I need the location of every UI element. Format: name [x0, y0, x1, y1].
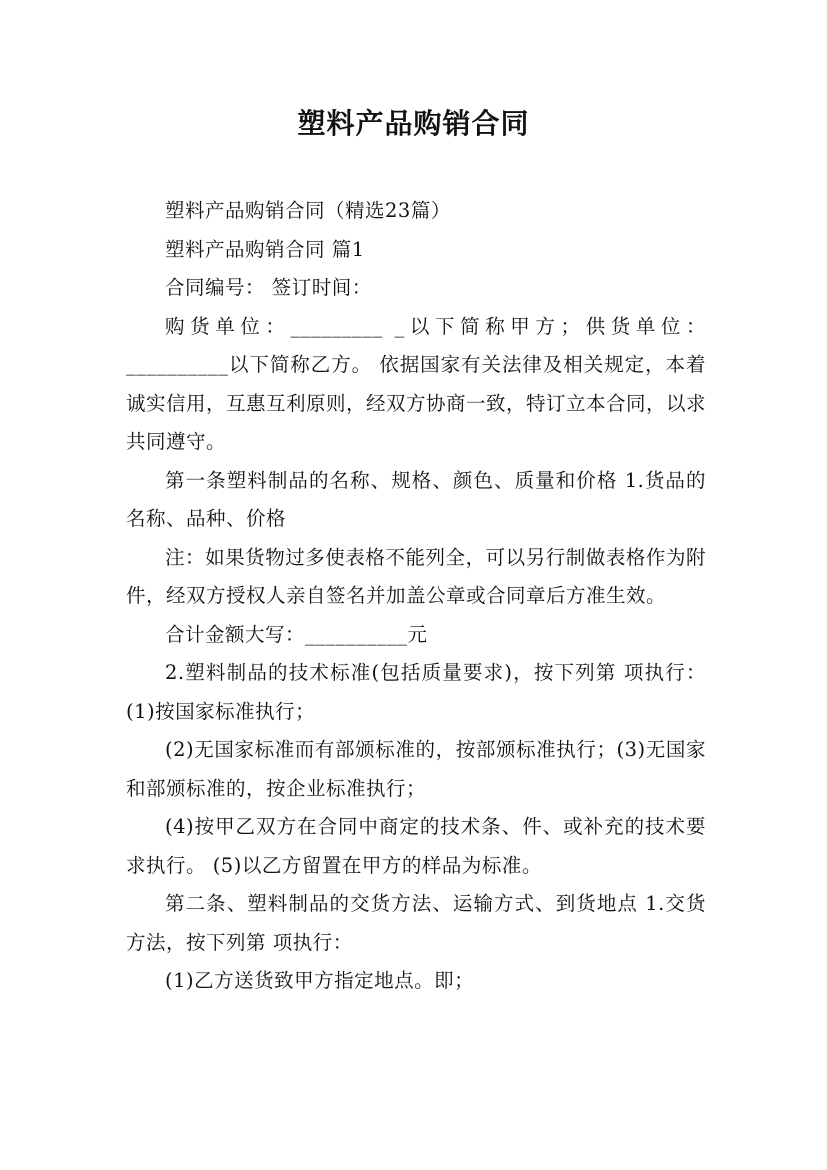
document-body	[126, 192, 706, 1001]
paragraph-note: 注：如果货物过多使表格不能列全，可以另行制做表格作为附件，经双方授权人亲自签名并加盖公章或合同章后方准生效。	[126, 545, 706, 607]
paragraph-section-heading: 塑料产品购销合同 篇1	[165, 237, 365, 261]
paragraph-article-two: 第二条、塑料制品的交货方法、运输方式、到货地点 1.交货方法，按下列第 项执行：	[126, 892, 706, 954]
paragraph-technical-standard: 2.塑料制品的技术标准(包括质量要求)，按下列第 项执行： (1)按国家标准执行；	[126, 661, 706, 723]
paragraph-standard-options-2-3: (2)无国家标准而有部颁标准的，按部颁标准执行；(3)无国家和部颁标准的，按企业标准执行；	[126, 738, 706, 800]
paragraph-standard-options-4-5: (4)按甲乙双方在合同中商定的技术条、件、或补充的技术要求执行。 (5)以乙方留置在甲方的样品为标准。	[126, 815, 706, 877]
paragraph-total-amount: 合计金额大写：__________元	[165, 622, 428, 646]
paragraph-contract-number: 合同编号： 签订时间：	[165, 276, 372, 299]
paragraph-article-one: 第一条塑料制品的名称、规格、颜色、质量和价格 1.货品的名称、品种、价格	[126, 468, 706, 530]
document-title: 塑料产品购销合同	[297, 107, 530, 140]
paragraph-subtitle: 塑料产品购销合同（精选23篇）	[165, 199, 451, 222]
paragraph-parties: 购货单位：_________ _以下简称甲方；供货单位：__________以下简称乙方。 依据国家有关法律及相关规定，本着诚实信用，互惠互利原则，经双方协商一致，特订立本合同，以求共同遵守。	[126, 314, 707, 453]
paragraph-delivery-option-1: (1)乙方送货致甲方指定地点。即；	[165, 969, 475, 992]
